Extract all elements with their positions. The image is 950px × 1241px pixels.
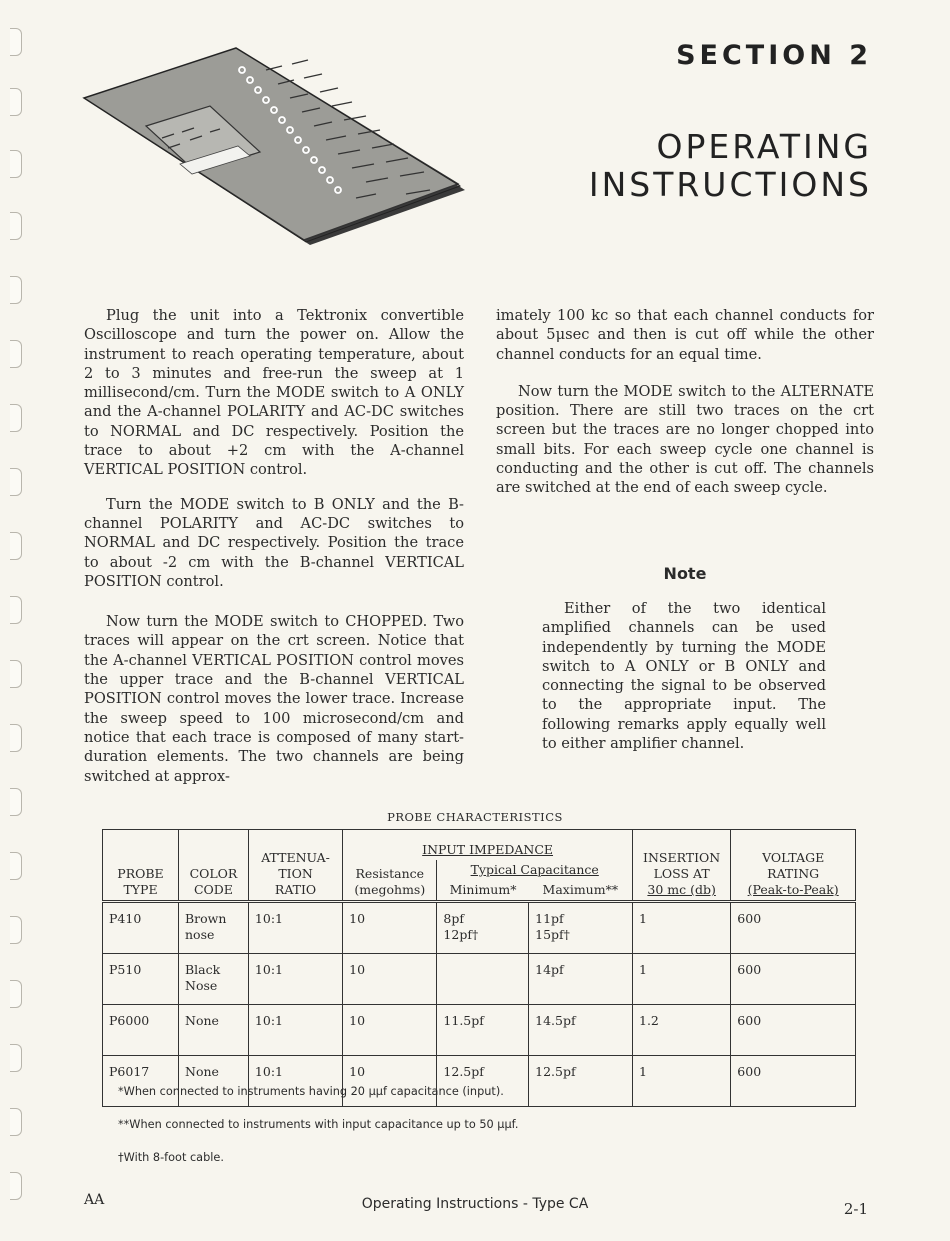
cell-resistance: 10 <box>343 1005 437 1056</box>
cell-minimum: 12.5pf <box>437 1056 529 1107</box>
paragraph: Plug the unit into a Tektronix convertible Oscilloscope and turn the power on. Allow the instrument to reach operating temperature, about 2 to 3 minutes and free-run the sweep at 1 millisecond/cm. Turn the MODE switch to A ONLY and the A-channel POLARITY and AC-DC switches to NORMAL and DC respectively. Position the trace to about +2 cm with the A-channel VERTICAL POSITION control. <box>84 307 464 479</box>
footnote-max: **When connected to instruments with input capacitance up to 50 μμf. <box>118 1118 519 1131</box>
cell-ratio: 10:1 <box>248 954 342 1005</box>
table-row <box>103 1056 856 1107</box>
col-header-probe-type: PROBE TYPE <box>103 830 179 902</box>
cell-minimum: 8pf 12pf† <box>437 902 529 954</box>
probe-characteristics-table <box>102 829 856 1107</box>
cell-ratio: 10:1 <box>248 1005 342 1056</box>
cell-maximum: 14pf <box>529 954 633 1005</box>
cell-color-code: Brown nose <box>179 902 249 954</box>
cell-resistance: 10 <box>343 954 437 1005</box>
table-row <box>103 1005 856 1056</box>
paragraph: Turn the MODE switch to B ONLY and the B-channel POLARITY and AC-DC switches to NORMAL and DC respectively. Position the trace to about -2 cm with the B-channel VERTICAL POSITION control. <box>84 495 464 590</box>
title-line-1: OPERATING <box>656 127 872 166</box>
col-header-input-impedance: INPUT IMPEDANCE <box>343 830 633 861</box>
cell-ratio: 10:1 <box>248 1056 342 1107</box>
col-header-insertion-loss: INSERTION LOSS AT 30 mc (db) <box>633 830 731 902</box>
col-header-minimum: Minimum* <box>437 880 529 902</box>
cell-probe-type: P6017 <box>103 1056 179 1107</box>
cell-insertion-loss: 1 <box>633 1056 731 1107</box>
cell-probe-type: P410 <box>103 902 179 954</box>
paragraph: imately 100 kc so that each channel conducts for about 5μsec and then is cut off while the other channel conducts for an equal time. <box>496 307 874 363</box>
title-line-2: INSTRUCTIONS <box>588 165 872 204</box>
note-body: Either of the two identical amplified channels can be used independently by turning the MODE switch to A ONLY or B ONLY and connecting the signal to be observed to the appropriate input. The following remarks apply equally well to either amplifier channel. <box>542 599 826 753</box>
table-row <box>103 954 856 1005</box>
cell-color-code: Black Nose <box>179 954 249 1005</box>
col-header-attenuation: ATTENUA- TION RATIO <box>248 830 342 902</box>
cell-probe-type: P510 <box>103 954 179 1005</box>
footnote-cable: †With 8-foot cable. <box>118 1151 224 1164</box>
cell-color-code: None <box>179 1005 249 1056</box>
paragraph: Now turn the MODE switch to CHOPPED. Two traces will appear on the crt screen. Notice that the A-channel VERTICAL POSITION control moves the upper trace and the B-channel VERTICAL POSITION control moves the lower trace. Increase the sweep speed to 100 microsecond/cm and notice that each trace is composed of many start-duration elements. The two channels are being switched at approx- <box>84 613 464 785</box>
paragraph: Now turn the MODE switch to the ALTERNATE position. There are still two traces on the crt screen but the traces are no longer chopped into small bits. For each sweep cycle one channel is conducting and the other is cut off. The channels are switched at the end of each sweep cycle. <box>496 382 874 497</box>
cell-voltage: 600 <box>731 1005 856 1056</box>
cell-probe-type: P6000 <box>103 1005 179 1056</box>
cell-insertion-loss: 1 <box>633 902 731 954</box>
footer-title: Operating Instructions - Type CA <box>361 1196 589 1212</box>
table-caption: PROBE CHARACTERISTICS <box>387 810 563 824</box>
cell-voltage: 600 <box>731 954 856 1005</box>
cell-voltage: 600 <box>731 1056 856 1107</box>
col-header-voltage-rating: VOLTAGE RATING (Peak-to-Peak) <box>731 830 856 902</box>
cell-resistance: 10 <box>343 902 437 954</box>
cell-insertion-loss: 1.2 <box>633 1005 731 1056</box>
page-title <box>589 128 872 204</box>
note-heading: Note <box>663 563 707 583</box>
cell-resistance: 10 <box>343 1056 437 1107</box>
binder-holes <box>4 0 22 1241</box>
cell-minimum <box>437 954 529 1005</box>
manual-binder-illustration <box>70 40 480 250</box>
footnote-min: *When connected to instruments having 20 μμf capacitance (input). <box>118 1085 504 1098</box>
footer-code: AA <box>84 1192 105 1208</box>
cell-voltage: 600 <box>731 902 856 954</box>
cell-maximum: 12.5pf <box>529 1056 633 1107</box>
table-row <box>103 902 856 954</box>
page-number: 2-1 <box>843 1200 868 1218</box>
col-header-color-code: COLOR CODE <box>179 830 249 902</box>
cell-insertion-loss: 1 <box>633 954 731 1005</box>
col-header-typical-capacitance: Typical Capacitance <box>437 860 633 880</box>
left-column <box>84 306 464 801</box>
cell-maximum: 11pf 15pf† <box>529 902 633 954</box>
cell-maximum: 14.5pf <box>529 1005 633 1056</box>
cell-color-code: None <box>179 1056 249 1107</box>
col-header-maximum: Maximum** <box>529 880 633 902</box>
cell-ratio: 10:1 <box>248 902 342 954</box>
right-column <box>496 306 874 753</box>
col-header-resistance: Resistance (megohms) <box>343 860 437 902</box>
section-number: SECTION 2 <box>676 40 872 71</box>
cell-minimum: 11.5pf <box>437 1005 529 1056</box>
